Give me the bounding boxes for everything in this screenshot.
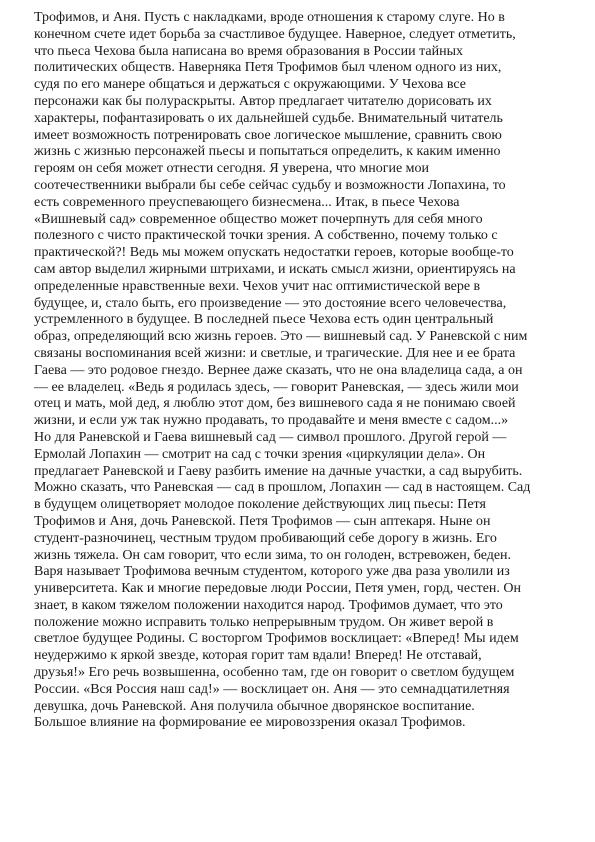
text-line: жизнь с жизнью персонажей пьесы и попытаться определить, к каким именно [34,144,501,160]
text-line: девушка, дочь Раневской. Аня получила обычное дворянское воспитание. [34,698,475,714]
text-line: полезного с чисто практической точки зрения. А собственно, почему только с [34,228,498,244]
text-line: друзья!» Его речь возвышенна, особенно там, где он говорит о светлом будущем [34,665,515,681]
text-line: будущее, и, стало быть, его произведение — это достояние всего человечества, [34,295,507,311]
text-line: персонажи как бы полураскрыты. Автор предлагает читателю дорисовать их [34,93,492,109]
text-line: — ее владелец. «Ведь я родилась здесь, — говорит Раневская, — здесь жили мои [34,379,519,395]
text-line: жизнь тяжела. Он сам говорит, что если зима, то он голоден, встревожен, беден. [34,547,512,563]
text-line: «Вишневый сад» современное общество может почерпнуть для себя много [34,211,483,227]
text-line: практической?! Ведь мы можем опускать недостатки героев, которые вообще-то [34,245,514,261]
text-line: соотечественники выбрали бы себе сейчас судьбу и возможности Лопахина, то [34,177,506,193]
text-line: России. «Вся Россия наш сад!» — восклицает он. Аня — это семнадцатилетняя [34,681,510,697]
text-line: студент-разночинец, честным трудом пробивающий себе дорогу в жизнь. Его [34,530,497,546]
text-line: характеры, пофантазировать о их дальнейшей судьбе. Внимательный читатель [34,110,503,126]
text-line: определенные нравственные вехи. Чехов учит нас оптимистической вере в [34,278,481,294]
text-line: Трофимов и Аня, дочь Раневской. Петя Трофимов — сын аптекаря. Ныне он [34,513,491,529]
text-line: есть современного преуспевающего бизнесмена... Итак, в пьесе Чехова [34,194,460,210]
text-line: жизни, и если уж так нужно продавать, то продавайте и меня вместе с садом...» [34,413,509,429]
text-line: светлое будущее Родины. С восторгом Трофимов восклицает: «Вперед! Мы идем [34,631,519,647]
text-line: сам автор выделил жирными штрихами, и искать смысл жизни, ориентируясь на [34,261,516,277]
body-text [34,10,575,732]
text-line: неудержимо к яркой звезде, которая горит там вдали! Вперед! Не отставай, [34,648,482,664]
text-line: что пьеса Чехова была написана во время образования в России тайных [34,43,463,59]
text-line: Гаева — это родовое гнездо. Вернее даже сказать, что не она владелица сада, а он [34,362,523,378]
text-line: Большое влияние на формирование ее мировоззрения оказал Трофимов. [34,715,466,731]
text-line: устремленного в будущее. В последней пьесе Чехова есть один центральный [34,312,494,328]
text-line: политических обществ. Наверняка Петя Трофимов был членом одного из них, [34,60,502,76]
text-line: положение можно исправить только непрерывным трудом. Он живет верой в [34,614,494,630]
text-line: имеет возможность потренировать свое логическое мышление, сравнить свою [34,127,502,143]
text-line: Можно сказать, что Раневская — сад в прошлом, Лопахин — сад в настоящем. Сад [34,480,531,496]
text-line: конечном счете идет борьба за счастливое будущее. Наверное, следует отметить, [34,26,516,42]
text-line: судя по его манере общаться и держаться с окружающими. У Чехова все [34,77,467,93]
text-line: образ, определяющий всю жизнь героев. Это — вишневый сад. У Раневской с ним [34,329,528,345]
text-line: предлагает Раневской и Гаеву разбить имение на дачные участки, а сад вырубить. [34,463,523,479]
text-line: героям он себя может отнести сегодня. Я уверена, что многие мои [34,161,430,177]
text-line: Трофимов, и Аня. Пусть с накладками, вроде отношения к старому слуге. Но в [34,10,505,25]
text-line: Но для Раневской и Гаева вишневый сад — символ прошлого. Другой герой — [34,429,507,445]
text-line: университета. Как и многие передовые люди России, Петя умен, горд, честен. Он [34,581,522,597]
text-line: знает, в каком тяжелом положении находится народ. Трофимов думает, что это [34,597,503,613]
text-line: связаны воспоминания всей жизни: и светлые, и трагические. Для нее и ее брата [34,345,516,361]
text-line: отец и мать, мой дед, я люблю этот дом, без вишневого сада я не понимаю своей [34,396,516,412]
text-line: в будущем олицетворяет молодое поколение действующих лиц пьесы: Петя [34,497,486,513]
text-line: Ермолай Лопахин — смотрит на сад с точки зрения «циркуляции дела». Он [34,446,486,462]
text-line: Варя называет Трофимова вечным студентом, которого уже два раза уволили из [34,564,510,580]
